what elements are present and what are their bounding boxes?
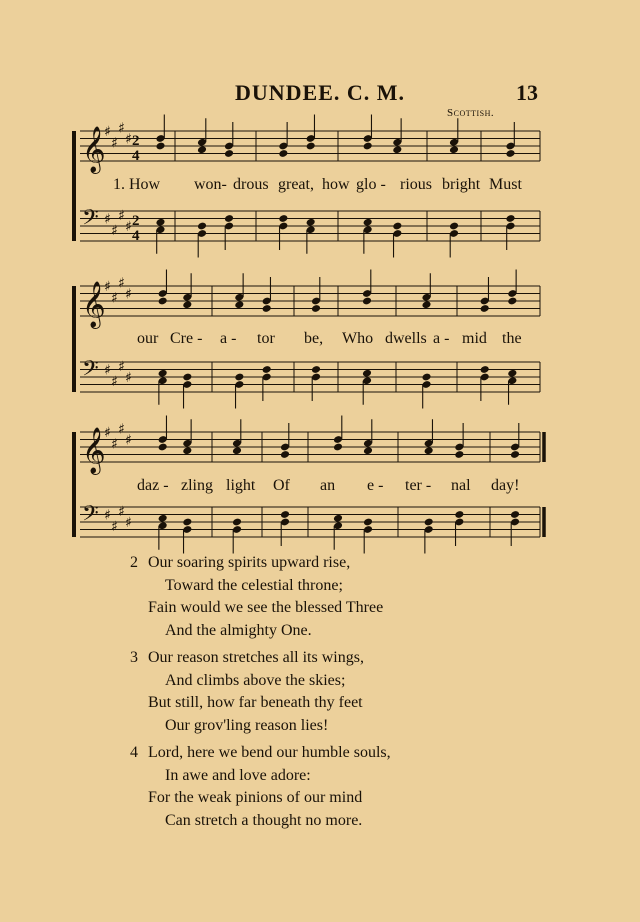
note-head [197,222,207,231]
note-head [507,297,517,306]
note-head [262,304,272,313]
sharp-sign: ♯ [118,120,125,137]
sharp-sign: ♯ [111,290,118,307]
lyric: rious [400,176,432,193]
verse-line: Our grov'ling reason lies! [165,716,329,734]
verse-2 [130,552,570,642]
verse-line: Fain would we see the blessed Three [148,599,384,616]
note-head [449,145,459,154]
lyric: 1. How [113,176,161,193]
note-head [278,214,288,223]
sharp-sign: ♯ [104,124,111,140]
note-head [280,510,290,519]
note-head [262,365,272,374]
bass-clef: 𝄢 [82,356,99,387]
note-head [421,300,431,309]
verses [130,552,570,837]
note-head [454,450,464,459]
lyric: Must [489,176,522,193]
bass-clef: 𝄢 [82,205,99,236]
sharp-sign: ♯ [111,436,118,453]
sharp-sign: ♯ [118,275,125,292]
verse-3 [130,647,570,737]
sharp-sign: ♯ [125,131,132,148]
note-head [306,142,316,151]
note-head [232,446,242,455]
composer-note: Scottish. [447,107,495,119]
tune-title: DUNDEE. C. M. [234,80,406,105]
note-head [362,369,372,378]
sharp-sign: ♯ [118,358,125,375]
sharp-sign: ♯ [111,222,118,239]
note-head [280,450,290,459]
lyric: our [137,330,159,347]
note-head [421,373,431,382]
treble-clef: 𝄞 [82,126,106,173]
verse-line: In awe and love adore: [165,766,311,784]
verse-line: Toward the celestial throne; [165,576,343,594]
lyric: a - [220,330,237,347]
sharp-sign: ♯ [125,286,132,303]
sharp-sign: ♯ [118,421,125,438]
bass-clef: 𝄢 [82,501,99,532]
note-head [182,300,192,309]
lyric: how [322,176,350,193]
sharp-sign: ♯ [104,507,111,524]
verse-line: But still, how far beneath thy feet [148,694,363,711]
note-head [158,443,168,452]
note-head [510,510,520,519]
lyric: be, [304,330,324,347]
lyric: day! [491,477,520,494]
lyric: won- [194,176,227,193]
note-head [182,373,192,382]
note-head [507,369,517,378]
lyric: nal [451,477,471,494]
lyric: ter - [405,477,432,494]
lyric: an [320,477,336,494]
note-head [197,145,207,154]
note-head [182,518,192,527]
sharp-sign: ♯ [104,362,111,379]
note-head [234,373,244,382]
note-head [363,446,373,455]
note-head [333,514,343,523]
lyric: great, [278,176,314,193]
sharp-sign: ♯ [104,425,111,441]
verse-number: 4 [130,744,138,761]
note-head [333,443,343,452]
sharp-sign: ♯ [125,515,132,531]
time-signature-bottom: 4 [132,228,140,244]
note-head [311,365,321,374]
time-signature-bottom: 4 [132,148,140,164]
note-head [505,214,515,223]
lyric: zling [181,477,213,494]
lyric: e - [367,477,384,494]
verse-number: 3 [130,649,138,666]
verse-4 [130,742,570,832]
lyric: drous [233,176,269,193]
verse-line: And climbs above the skies; [165,671,346,689]
verse-line: Can stretch a thought no more. [165,811,363,829]
sharp-sign: ♯ [118,503,125,520]
sharp-sign: ♯ [104,211,111,228]
note-head [158,369,168,378]
note-head [362,297,372,306]
lyric: mid [462,330,487,347]
lyric: light [226,477,256,494]
lyric: daz - [137,477,169,494]
note-head [363,218,373,227]
sharp-sign: ♯ [111,518,118,535]
lyric: tor [257,330,275,347]
sharp-sign: ♯ [111,135,118,152]
sharp-sign: ♯ [104,279,111,295]
treble-clef: 𝄞 [82,427,106,474]
note-head [311,304,321,313]
note-head [155,218,165,227]
note-head [392,222,402,231]
verse-line: For the weak pinions of our mind [148,789,363,806]
note-head [363,518,373,527]
lyric: Of [273,477,290,494]
lyric: Cre - [170,330,203,347]
note-head [449,222,459,231]
time-signature-top: 2 [132,213,140,229]
note-head [392,145,402,154]
note-head [454,510,464,519]
lyric: dwells [385,330,427,347]
note-head [224,149,234,158]
note-head [155,142,165,151]
note-head [363,142,373,151]
note-head [306,218,316,227]
note-head [224,214,234,223]
verse-line: Lord, here we bend our humble souls, [148,744,391,761]
verse-line: Our soaring spirits upward rise, [148,554,351,571]
sharp-sign: ♯ [125,370,132,386]
note-head [158,297,168,306]
note-head [424,446,434,455]
note-head [424,518,434,527]
lyric: the [502,330,522,347]
lyric: a - [433,330,450,347]
treble-clef: 𝄞 [82,281,106,328]
note-head [278,149,288,158]
note-head [182,446,192,455]
note-head [234,300,244,309]
time-signature-top: 2 [132,133,140,149]
sharp-sign: ♯ [125,432,132,449]
note-head [158,514,168,523]
sharp-sign: ♯ [118,207,125,224]
sharp-sign: ♯ [125,219,132,235]
verse-number: 2 [130,554,138,571]
lyric: bright [442,176,481,193]
note-head [480,304,490,313]
note-head [480,365,490,374]
verse-line: And the almighty One. [165,621,312,639]
verse-line: Our reason stretches all its wings, [148,649,364,666]
note-head [505,149,515,158]
page-number: 13 [516,80,538,105]
lyric: Who [342,330,374,347]
note-head [232,518,242,527]
sharp-sign: ♯ [111,373,118,390]
lyric: glo - [356,176,386,193]
note-head [510,450,520,459]
